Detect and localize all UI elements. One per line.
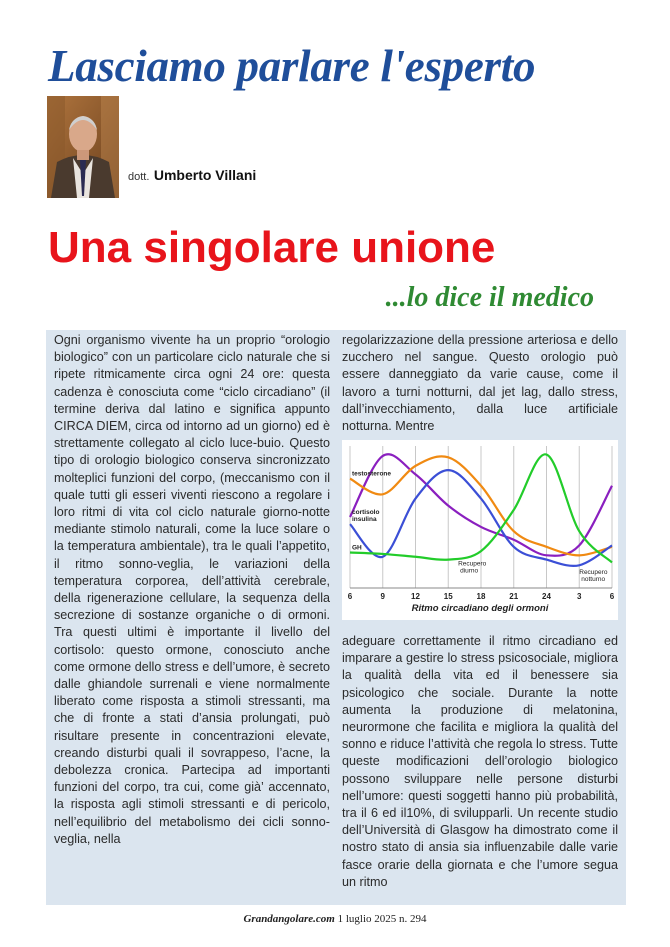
chart-annotation-sub: diurno [460, 567, 479, 575]
article-headline: Una singolare unione [48, 223, 496, 272]
x-tick-label: 15 [443, 592, 453, 601]
chart-annotation: Recupero [458, 560, 487, 568]
series-label-cortisolo: cortisolo [352, 509, 380, 516]
article-column-1: Ogni organismo vivente ha un proprio “orologio biologico” con un particolare ciclo naturale che si ripete ritmicamente circa ogni 24 ore: questa cadenza è conosciuta come “ciclo circadiano” (il termine deriva dal latino e significa appunto CIRCA DIEM, circa od intorno ad un giorno) ed è strettamente collegato al ciclo luce-buio. Questo tipo di orologio biologico conserva sincronizzato molteplici funzioni del corpo, (meccanismo con il quale tutti gli esseri viventi riescono a regolare i loro ritmi di vita col ciclo naturale giorno-notte mediante stimolo naturali, come la luce solare o la temperatura ambientale), tra le quali l’appetito, il ritmo sonno-veglia, le variazioni della temperatura corporea, dell’attività cerebrale, della rigenerazione cellulare, la sequenza della secrezione di sostanze organiche o di ormoni. Tra questi ultimi è importante il livello del cortisolo: questo ormone, conosciuto anche come ormone dello stress e dell’umore, è secreto dalle ghiandole surrenali e viene normalmente liberato come risposta a stimoli stressanti, ma che di fronte a stati d’ansia prolungati, può risultare presente in concentrazioni elevate, creando disturbi quali il sovrappeso, l’acne, la debolezza cronica. Partecipa ad importanti funzioni del corpo, tra cui, come già’ accennato, la risposta agli stimoli stressanti e di pericolo, nell’equilibrio del metabolismo dei cicli sonno-veglia, nella [54, 333, 330, 846]
circadian-chart [342, 440, 618, 620]
footer-site-name: Grandangolare.com [243, 913, 335, 925]
magazine-section-title: Lasciamo parlare l'esperto [48, 41, 536, 91]
series-label-testosterone: testosterone [352, 470, 392, 478]
page-footer [0, 913, 670, 925]
author-name: Umberto Villani [153, 167, 257, 183]
article-subhead: ...lo dice il medico [385, 282, 594, 313]
author-title: dott. [128, 171, 150, 183]
footer-issue: 1 luglio 2025 n. 294 [334, 913, 427, 925]
x-tick-label: 3 [577, 592, 582, 601]
x-tick-label: 9 [380, 592, 385, 601]
article-column-2-bottom: adeguare correttamente il ritmo circadiano ed imparare a gestire lo stress psicosociale, migliora la qualità della vita ed il benessere sia psicologico che sociale. Durante la notte aumenta la produzione di melatonina, neurormone che facilita e migliora la qualità del sonno e riduce l’attività che regola lo stress. Tutte queste modificazioni dell’orologio biologico possono sviluppare nelle persone disturbi nell’umore: questi soggetti hanno più probabilità, tra il 6 ed il10%, di svilupparli. Un recente studio dell’Università di Glasgow ha dimostrato come il nostro stato di ansia sia influenzabile dalle varie fasce orarie della giornata e che l’umore segua un ritmo [342, 634, 618, 889]
circadian-chart-svg [342, 440, 618, 620]
x-tick-label: 24 [542, 592, 551, 601]
x-tick-label: 18 [476, 592, 486, 601]
chart-caption: Ritmo circadiano degli ormoni [411, 603, 549, 614]
x-tick-label: 6 [609, 592, 615, 601]
author-portrait-image [47, 96, 119, 198]
author-photo [47, 96, 119, 198]
author-byline [128, 167, 256, 185]
article-column-2-top: regolarizzazione della pressione arteriosa e dello zucchero nel sangue. Questo orologio può essere danneggiato da varie cause, come il lavoro a turni notturni, dal jet lag, dallo stress, dall’invecchiamento, dalla luce artificiale notturna. Mentre [342, 333, 618, 434]
x-tick-label: 12 [411, 592, 420, 601]
x-tick-label: 21 [509, 592, 519, 601]
chart-annotation-sub: notturno [581, 575, 606, 583]
chart-annotation: Recupero [579, 568, 608, 576]
series-label-gh: GH [352, 544, 362, 552]
x-tick-label: 6 [347, 592, 353, 601]
series-label-insulina: insulina [352, 516, 377, 524]
